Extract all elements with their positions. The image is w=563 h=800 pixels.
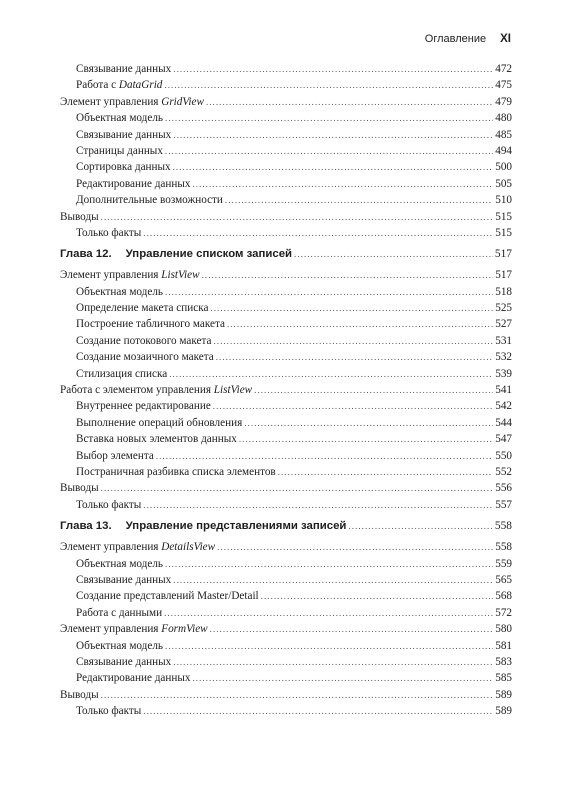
leader-dots [101,212,494,222]
table-of-contents [60,63,512,721]
toc-entry-label [76,400,211,412]
toc-entry-label [60,211,99,223]
leader-dots [164,608,493,618]
toc-entry-label [76,335,211,347]
toc-entry[interactable] [60,351,512,367]
toc-entry-text: Выбор элемента [76,449,154,462]
leader-dots [213,401,493,411]
toc-entry-label [76,433,237,445]
toc-entry[interactable] [60,640,512,656]
toc-entry-text: Объектная модель [76,112,164,125]
leader-dots [227,319,493,329]
toc-entry-label [60,96,204,108]
toc-entry-page: 552 [495,465,512,478]
toc-entry[interactable] [60,499,512,515]
toc-entry[interactable] [60,286,512,302]
leader-dots [278,467,494,477]
leader-dots [210,624,494,634]
toc-entry-label [76,178,190,190]
toc-entry-text: Создание мозаичного макета [76,351,214,364]
toc-entry[interactable] [60,482,512,498]
toc-entry-label [76,286,163,298]
toc-entry-label [76,466,276,478]
toc-entry-text: Элемент управления [60,541,162,554]
toc-entry-text: Создание потокового макета [76,334,212,347]
toc-entry-text: Связывание данных [76,655,172,668]
toc-entry-page: 515 [495,226,512,239]
chapter-title: Управление представлениями записей [125,520,347,533]
toc-entry-page: 515 [495,210,512,223]
toc-entry-label [76,640,163,652]
toc-entry-text: Сортировка данных [76,161,171,174]
toc-entry-page: 544 [495,416,512,429]
toc-entry-label [60,541,215,553]
toc-entry-text: Построение табличного макета [76,318,225,331]
toc-entry[interactable] [60,433,512,449]
toc-entry-label [76,499,141,511]
leader-dots [169,369,493,379]
toc-entry-label [76,318,225,330]
leader-dots [206,97,493,107]
toc-entry-text: Элемент управления [60,623,162,636]
toc-entry-text: Дополнительные возможности [76,194,223,207]
toc-entry-text: Связывание данных [76,63,172,75]
toc-entry[interactable] [60,302,512,318]
leader-dots [244,418,493,428]
toc-entry[interactable] [60,227,512,243]
toc-entry-page: 525 [495,302,512,315]
leader-dots [173,162,494,172]
toc-entry-text: Элемент управления [60,269,162,282]
leader-dots [173,130,493,140]
toc-entry-page: 572 [495,606,512,619]
toc-entry-page: 485 [495,128,512,141]
page-number: XI [500,33,511,45]
toc-entry-text: Выводы [60,482,99,495]
toc-entry[interactable] [60,705,512,721]
toc-entry[interactable] [60,672,512,688]
toc-entry-text: Объектная модель [76,285,164,298]
toc-entry-label [76,574,171,586]
toc-entry-italic-term: FormView [161,623,208,636]
toc-entry[interactable] [60,607,512,623]
toc-entry[interactable] [60,400,512,416]
leader-dots [165,113,493,123]
toc-entry-text: Постраничная разбивка списка элементов [76,465,276,478]
leader-dots [173,64,493,74]
leader-dots [143,500,493,510]
toc-entry-text: Редактирование данных [76,177,191,190]
toc-entry[interactable] [60,112,512,128]
toc-entry[interactable] [60,335,512,351]
toc-group-chapter-12 [60,269,512,515]
toc-entry-text: Работа с элементом управления [60,384,214,397]
toc-entry-page: 583 [495,655,512,668]
toc-entry-page: 539 [495,367,512,380]
section-title: Оглавление [424,33,487,45]
toc-entry-page: 517 [495,269,512,282]
toc-entry-label [76,607,162,619]
leader-dots [216,352,494,362]
toc-entry[interactable] [60,96,512,112]
toc-entry-page: 580 [495,623,512,636]
toc-entry-label [76,145,163,157]
running-header [0,33,511,45]
toc-entry-page: 557 [495,498,512,511]
toc-entry-label [76,672,190,684]
toc-entry[interactable] [60,417,512,433]
toc-entry-label [60,623,208,635]
toc-entry-page: 542 [495,400,512,413]
leader-dots [165,146,493,156]
toc-entry-page: 585 [495,672,512,685]
toc-entry[interactable] [60,145,512,161]
toc-entry-text: Определение макета списка [76,302,209,315]
toc-entry[interactable] [60,574,512,590]
toc-entry[interactable] [60,63,512,79]
toc-entry-page: 547 [495,433,512,446]
toc-group-chapter-13 [60,541,512,721]
toc-entry-label [76,417,242,429]
leader-dots [165,559,493,569]
toc-entry[interactable] [60,194,512,210]
toc-entry[interactable] [60,689,512,705]
toc-entry-page: 568 [495,590,512,603]
toc-entry-italic-term: ListView [161,269,200,282]
toc-entry[interactable] [60,129,512,145]
leader-dots [254,385,493,395]
toc-entry[interactable] [60,558,512,574]
toc-entry[interactable] [60,368,512,384]
toc-entry[interactable] [60,623,512,639]
toc-entry-text: Вставка новых элементов данных [76,433,237,446]
toc-entry-page: 541 [495,384,512,397]
toc-entry-label [76,227,141,239]
toc-entry-page: 532 [495,351,512,364]
leader-dots [101,483,494,493]
toc-entry-label [76,590,259,602]
toc-entry-page: 589 [495,705,512,718]
toc-entry-text: Связывание данных [76,128,172,141]
leader-dots [294,249,493,259]
leader-dots [173,575,493,585]
toc-entry-page: 518 [495,285,512,298]
toc-entry[interactable] [60,79,512,95]
toc-entry-italic-term: DetailsView [161,541,216,554]
leader-dots [165,287,493,297]
toc-entry-label [76,194,223,206]
toc-entry-text: Работа с данными [76,606,163,619]
toc-entry-page: 581 [495,639,512,652]
leader-dots [156,451,493,461]
toc-entry[interactable] [60,269,512,285]
toc-entry-page: 480 [495,112,512,125]
toc-entry-label [76,351,214,363]
toc-entry-label [60,689,99,701]
toc-entry-page: 472 [495,63,512,75]
toc-entry-text: Объектная модель [76,639,164,652]
leader-dots [348,521,492,531]
toc-entry-italic-term: DataGrid [118,79,163,92]
chapter-page: 517 [494,248,512,261]
leader-dots [165,641,493,651]
toc-entry-text: Связывание данных [76,573,172,586]
toc-entry[interactable] [60,318,512,334]
toc-entry[interactable] [60,211,512,227]
toc-entry-page: 505 [495,177,512,190]
toc-entry[interactable] [60,466,512,482]
leader-dots [192,179,493,189]
toc-entry-italic-term: ListView [213,384,253,397]
toc-entry-text: Выводы [60,210,99,223]
toc-entry-label [76,63,171,75]
toc-entry-label [76,368,167,380]
toc-entry-label [60,269,200,281]
toc-entry-label [76,302,208,314]
toc-entry-page: 550 [495,449,512,462]
leader-dots [164,80,493,90]
leader-dots [101,690,494,700]
toc-entry-page: 510 [495,194,512,207]
toc-entry-text: Редактирование данных [76,672,191,685]
toc-entry-text: Создание представлений Master/Detail [76,590,259,603]
toc-entry-page: 494 [495,144,512,157]
leader-dots [261,591,494,601]
chapter-number: Глава 12. [60,248,112,261]
toc-entry-text: Внутреннее редактирование [76,400,211,413]
leader-dots [192,673,493,683]
toc-entry-text: Только факты [76,705,142,718]
toc-entry-label [76,656,171,668]
leader-dots [143,706,493,716]
toc-entry-page: 558 [495,541,512,554]
toc-entry-label [76,161,171,173]
leader-dots [239,434,493,444]
toc-entry-label [76,79,162,91]
toc-entry-page: 475 [495,79,512,92]
leader-dots [213,336,493,346]
toc-entry[interactable] [60,384,512,400]
toc-entry[interactable] [60,161,512,177]
toc-entry-label [76,450,154,462]
toc-entry-page: 500 [495,161,512,174]
toc-entry-italic-term: GridView [161,95,204,108]
toc-entry-page: 589 [495,688,512,701]
leader-dots [225,195,493,205]
toc-entry-label [76,112,163,124]
toc-entry-label [76,129,171,141]
toc-entry[interactable] [60,590,512,606]
toc-entry-label [60,384,252,396]
toc-entry-text: Выводы [60,688,99,701]
toc-entry-text: Объектная модель [76,557,164,570]
toc-entry-text: Только факты [76,498,142,511]
toc-entry-label [76,705,141,717]
toc-entry-page: 556 [495,482,512,495]
toc-entry-page: 527 [495,318,512,331]
toc-entry[interactable] [60,656,512,672]
chapter-title: Управление списком записей [125,248,293,261]
toc-entry-page: 565 [495,573,512,586]
toc-entry-label [60,482,99,494]
toc-entry-page: 531 [495,334,512,347]
chapter-page: 558 [494,520,512,533]
toc-entry-text: Элемент управления [60,95,162,108]
toc-entry-page: 479 [495,95,512,108]
toc-entry-text: Работа с [76,79,119,92]
toc-group-top [60,63,512,243]
toc-entry-page: 559 [495,557,512,570]
leader-dots [210,303,493,313]
leader-dots [217,542,493,552]
leader-dots [143,228,493,238]
toc-entry-text: Стилизация списка [76,367,168,380]
leader-dots [173,657,493,667]
leader-dots [202,270,494,280]
toc-entry[interactable] [60,541,512,557]
toc-entry-label [76,558,163,570]
toc-entry[interactable] [60,450,512,466]
toc-entry-text: Выполнение операций обновления [76,416,243,429]
chapter-heading-13[interactable] [60,520,512,538]
chapter-heading-12[interactable] [60,248,512,266]
toc-entry[interactable] [60,178,512,194]
toc-entry-text: Только факты [76,226,142,239]
chapter-number: Глава 13. [60,520,112,533]
toc-entry-text: Страницы данных [76,144,163,157]
